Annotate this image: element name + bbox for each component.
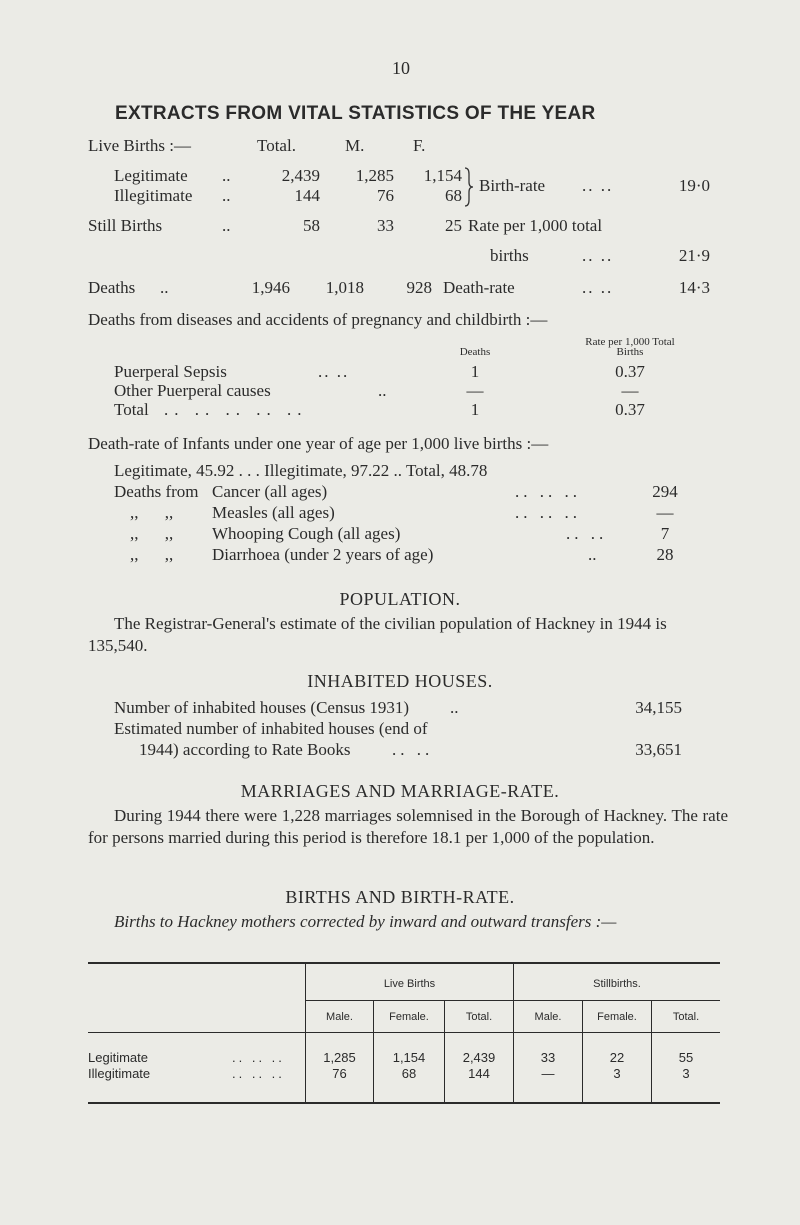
header-male: M. <box>345 136 365 155</box>
row-legitimate-label: Legitimate <box>114 166 188 185</box>
table-cell: 144 <box>468 1066 490 1081</box>
table-cell: — <box>541 1066 555 1081</box>
pregnancy-heading: Deaths from diseases and accidents of pregnancy and childbirth :— <box>88 310 548 329</box>
houses-row2-dots: .. .. <box>392 740 434 759</box>
deaths-label: Deaths <box>88 278 136 297</box>
population-heading: POPULATION. <box>339 589 461 609</box>
still-births-total: 58 <box>303 216 320 235</box>
infants-row-dots: .. .. <box>566 524 608 543</box>
pregnancy-col-deaths: Deaths <box>459 346 491 358</box>
live-births-label: Live Births :— <box>88 136 191 155</box>
death-rate-dots: .. .. <box>582 278 614 297</box>
table-cell: 3 <box>682 1066 690 1081</box>
infants-rates-line: Legitimate, 45.92 . . . Illegitimate, 97.22 .. Total, 48.78 <box>114 461 488 480</box>
infants-row-prefix: ,, ,, <box>130 524 174 543</box>
pregnancy-row-label: Puerperal Sepsis <box>114 362 227 381</box>
pregnancy-row-dots: .. <box>378 381 387 400</box>
row-illegitimate-dots: .. <box>222 186 231 205</box>
pregnancy-row-label: Other Puerperal causes <box>114 381 271 400</box>
houses-row1-dots: .. <box>450 698 459 717</box>
infants-row-label: Cancer (all ages) <box>212 482 328 501</box>
row-legitimate-female: 1,154 <box>423 166 462 185</box>
pregnancy-row-deaths: 1 <box>470 400 480 419</box>
table-cell: 1,154 <box>392 1050 426 1065</box>
births-subheading: Births to Hackney mothers corrected by inward and outward transfers :— <box>114 912 617 931</box>
still-births-male: 33 <box>377 216 394 235</box>
pregnancy-row-deaths: 1 <box>470 362 480 381</box>
table-cell: 33 <box>540 1050 556 1065</box>
row-illegitimate-label: Illegitimate <box>114 186 193 205</box>
houses-row1-label: Number of inhabited houses (Census 1931) <box>114 698 410 717</box>
pregnancy-row-rate: 0.37 <box>615 400 645 419</box>
houses-row2-value: 33,651 <box>635 740 682 759</box>
group-live-births: Live Births <box>383 978 436 990</box>
infants-row-dots: .. .. .. <box>515 482 581 501</box>
pregnancy-row-rate: — <box>621 381 639 400</box>
houses-row2-label-1: Estimated number of inhabited houses (end of <box>114 719 428 738</box>
brace-icon <box>462 166 476 208</box>
table-group-rule <box>514 1000 720 1001</box>
still-rate-dots: .. .. <box>582 246 614 265</box>
header-total: Total. <box>257 136 296 155</box>
table-top-rule <box>88 962 720 964</box>
table-row-dots: .. .. .. <box>232 1066 285 1081</box>
infants-row-prefix: Deaths from <box>114 482 199 501</box>
col-still-female: Female. <box>597 1011 637 1023</box>
infants-row-value: 294 <box>652 482 678 501</box>
infants-heading: Death-rate of Infants under one year of age per 1,000 live births :— <box>88 434 549 453</box>
col-live-male: Male. <box>326 1011 353 1023</box>
still-rate-value: 21·9 <box>678 246 710 265</box>
infants-row-dots: .. <box>588 545 597 564</box>
infants-row-label: Diarrhoea (under 2 years of age) <box>212 545 434 564</box>
deaths-dots: .. <box>160 278 169 297</box>
pregnancy-row-dots: .. .. <box>318 362 350 381</box>
death-rate-label: Death-rate <box>443 278 515 297</box>
table-cell: 1,285 <box>323 1050 356 1065</box>
infants-row-prefix: ,, ,, <box>130 545 174 564</box>
houses-row2-label-2: 1944) according to Rate Books <box>139 740 351 759</box>
houses-heading: INHABITED HOUSES. <box>307 671 493 691</box>
col-live-total: Total. <box>465 1011 493 1023</box>
table-cell: 3 <box>613 1066 621 1081</box>
row-legitimate-total: 2,439 <box>281 166 320 185</box>
birth-rate-dots: .. .. <box>582 176 614 195</box>
marriages-text: During 1944 there were 1,228 marriages solemnised in the Borough of Hackney. The rate for persons married during this period is therefore 18.1 per 1,000 of the population. <box>88 806 728 847</box>
group-stillbirths: Stillbirths. <box>593 978 641 990</box>
page-title: EXTRACTS FROM VITAL STATISTICS OF THE YEAR <box>115 103 596 124</box>
col-still-total: Total. <box>672 1011 700 1023</box>
population-text: The Registrar-General's estimate of the civilian population of Hackney in 1944 is 135,540. <box>88 614 667 655</box>
still-births-female: 25 <box>445 216 462 235</box>
birth-rate-label: Birth-rate <box>479 176 546 195</box>
still-rate-label-1: Rate per 1,000 total <box>468 216 603 235</box>
table-row-dots: .. .. .. <box>232 1050 285 1065</box>
infants-row-label: Measles (all ages) <box>212 503 335 522</box>
still-births-dots: .. <box>222 216 231 235</box>
infants-row-value: — <box>656 503 674 522</box>
infants-row-dots: .. .. .. <box>515 503 581 522</box>
table-row-label: Legitimate <box>88 1050 148 1065</box>
pregnancy-row-rate: 0.37 <box>615 362 645 381</box>
col-live-female: Female. <box>389 1011 429 1023</box>
table-cell: 22 <box>609 1050 625 1065</box>
table-row-label: Illegitimate <box>88 1066 151 1081</box>
births-heading: BIRTHS AND BIRTH-RATE. <box>285 887 515 907</box>
infants-row-label: Whooping Cough (all ages) <box>212 524 401 543</box>
pregnancy-row-label: Total <box>114 400 149 419</box>
deaths-total: 1,946 <box>251 278 290 297</box>
pregnancy-col-rate-2: Births <box>616 346 644 358</box>
table-bottom-rule <box>88 1102 720 1104</box>
still-births-label: Still Births <box>88 216 163 235</box>
deaths-female: 928 <box>406 278 432 297</box>
houses-row1-value: 34,155 <box>635 698 682 717</box>
table-cell: 68 <box>401 1066 417 1081</box>
infants-row-prefix: ,, ,, <box>130 503 174 522</box>
pregnancy-row-deaths: — <box>466 381 484 400</box>
table-header-rule <box>88 1032 720 1033</box>
infants-row-value: 28 <box>656 545 674 564</box>
header-female: F. <box>413 136 426 155</box>
row-illegitimate-male: 76 <box>377 186 394 205</box>
page-number: 10 <box>392 58 410 78</box>
infants-row-value: 7 <box>660 524 670 543</box>
death-rate-value: 14·3 <box>678 278 710 297</box>
table-cell: 55 <box>678 1050 694 1065</box>
table-group-rule <box>306 1000 513 1001</box>
pregnancy-col-rate-1: Rate per 1,000 Total <box>585 336 675 348</box>
pregnancy-row-dots: .. .. .. .. .. <box>164 400 308 419</box>
still-rate-label-2: births <box>490 246 529 265</box>
row-legitimate-dots: .. <box>222 166 231 185</box>
deaths-male: 1,018 <box>325 278 364 297</box>
col-still-male: Male. <box>534 1011 562 1023</box>
row-illegitimate-total: 144 <box>294 186 320 205</box>
marriages-heading: MARRIAGES AND MARRIAGE-RATE. <box>240 781 560 801</box>
birth-rate-value: 19·0 <box>678 176 710 195</box>
row-legitimate-male: 1,285 <box>355 166 394 185</box>
row-illegitimate-female: 68 <box>445 186 462 205</box>
table-cell: 2,439 <box>462 1050 496 1065</box>
table-cell: 76 <box>332 1066 347 1081</box>
